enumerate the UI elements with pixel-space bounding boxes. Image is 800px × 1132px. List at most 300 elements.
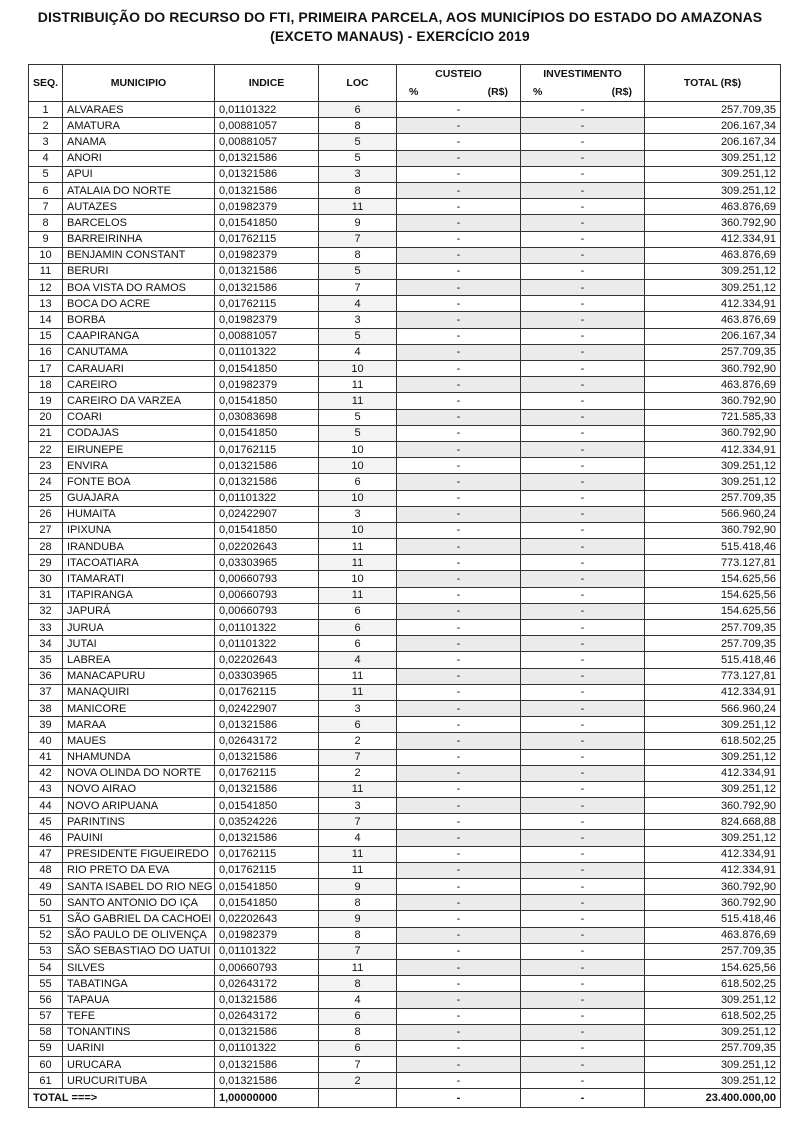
row-investimento: -: [521, 571, 645, 587]
row-loc: 11: [319, 555, 397, 571]
row-loc: 8: [319, 927, 397, 943]
header-custeio: CUSTEIO: [397, 65, 521, 84]
row-investimento: -: [521, 652, 645, 668]
row-seq: 15: [29, 328, 63, 344]
row-investimento: -: [521, 603, 645, 619]
row-investimento: -: [521, 409, 645, 425]
row-investimento: -: [521, 377, 645, 393]
row-seq: 56: [29, 992, 63, 1008]
table-row: [29, 280, 781, 296]
row-seq: 2: [29, 118, 63, 134]
header-investimento: INVESTIMENTO: [521, 65, 645, 84]
row-seq: 17: [29, 361, 63, 377]
row-total: 309.251,12: [645, 749, 781, 765]
row-custeio: -: [397, 781, 521, 797]
row-total: 154.625,56: [645, 571, 781, 587]
row-seq: 22: [29, 441, 63, 457]
row-municipio: BARCELOS: [63, 215, 215, 231]
row-custeio: -: [397, 830, 521, 846]
row-municipio: ITAPIRANGA: [63, 587, 215, 603]
table-row: [29, 943, 781, 959]
row-total: 309.251,12: [645, 1057, 781, 1073]
row-indice: 0,01982379: [215, 199, 319, 215]
row-investimento: -: [521, 587, 645, 603]
table-row: [29, 749, 781, 765]
table-row: [29, 441, 781, 457]
total-label: TOTAL ===>: [29, 1089, 215, 1108]
row-loc: 7: [319, 943, 397, 959]
table-row: [29, 700, 781, 716]
row-loc: 5: [319, 263, 397, 279]
row-municipio: JURUA: [63, 620, 215, 636]
row-seq: 19: [29, 393, 63, 409]
row-custeio: -: [397, 976, 521, 992]
table-row: [29, 458, 781, 474]
row-municipio: ANAMA: [63, 134, 215, 150]
row-custeio: -: [397, 846, 521, 862]
table-row: [29, 102, 781, 118]
header-investimento-pct: %: [533, 86, 543, 98]
row-total: 515.418,46: [645, 911, 781, 927]
table-row: [29, 733, 781, 749]
row-total: 463.876,69: [645, 247, 781, 263]
row-loc: 11: [319, 393, 397, 409]
row-investimento: -: [521, 959, 645, 975]
row-total: 309.251,12: [645, 166, 781, 182]
row-seq: 40: [29, 733, 63, 749]
row-indice: 0,02202643: [215, 652, 319, 668]
row-custeio: -: [397, 911, 521, 927]
row-investimento: -: [521, 668, 645, 684]
row-municipio: PRESIDENTE FIGUEIREDO: [63, 846, 215, 862]
row-total: 412.334,91: [645, 231, 781, 247]
row-custeio: -: [397, 652, 521, 668]
row-indice: 0,01321586: [215, 474, 319, 490]
row-loc: 6: [319, 102, 397, 118]
row-indice: 0,01101322: [215, 490, 319, 506]
table-row: [29, 506, 781, 522]
row-indice: 0,01101322: [215, 620, 319, 636]
row-indice: 0,00660793: [215, 959, 319, 975]
row-loc: 8: [319, 895, 397, 911]
row-municipio: SANTA ISABEL DO RIO NEG: [63, 879, 215, 895]
row-loc: 4: [319, 296, 397, 312]
table-row: [29, 992, 781, 1008]
row-seq: 48: [29, 862, 63, 878]
row-total: 206.167,34: [645, 118, 781, 134]
row-seq: 61: [29, 1073, 63, 1089]
table-row: [29, 118, 781, 134]
row-total: 463.876,69: [645, 312, 781, 328]
row-investimento: -: [521, 976, 645, 992]
row-indice: 0,01762115: [215, 765, 319, 781]
row-indice: 0,01321586: [215, 182, 319, 198]
row-seq: 37: [29, 684, 63, 700]
row-investimento: -: [521, 199, 645, 215]
row-loc: 8: [319, 247, 397, 263]
row-total: 360.792,90: [645, 393, 781, 409]
row-seq: 11: [29, 263, 63, 279]
table-row: [29, 603, 781, 619]
row-loc: 6: [319, 636, 397, 652]
row-seq: 55: [29, 976, 63, 992]
row-seq: 28: [29, 539, 63, 555]
row-custeio: -: [397, 425, 521, 441]
row-municipio: TONANTINS: [63, 1024, 215, 1040]
row-loc: 8: [319, 182, 397, 198]
row-loc: 2: [319, 765, 397, 781]
row-total: 257.709,35: [645, 1040, 781, 1056]
row-custeio: -: [397, 150, 521, 166]
row-investimento: -: [521, 1073, 645, 1089]
table-row: [29, 312, 781, 328]
total-row: [29, 1089, 781, 1108]
row-investimento: -: [521, 781, 645, 797]
row-total: 412.334,91: [645, 765, 781, 781]
row-indice: 0,01321586: [215, 166, 319, 182]
row-custeio: -: [397, 312, 521, 328]
row-investimento: -: [521, 231, 645, 247]
row-loc: 6: [319, 1008, 397, 1024]
table-row: [29, 539, 781, 555]
row-municipio: CANUTAMA: [63, 344, 215, 360]
row-custeio: -: [397, 943, 521, 959]
row-municipio: GUAJARA: [63, 490, 215, 506]
row-indice: 0,00660793: [215, 571, 319, 587]
header-custeio-pct: %: [409, 86, 419, 98]
row-loc: 6: [319, 603, 397, 619]
row-investimento: -: [521, 474, 645, 490]
row-seq: 14: [29, 312, 63, 328]
row-municipio: ITAMARATI: [63, 571, 215, 587]
row-custeio: -: [397, 166, 521, 182]
row-seq: 6: [29, 182, 63, 198]
row-custeio: -: [397, 409, 521, 425]
row-indice: 0,01101322: [215, 344, 319, 360]
row-custeio: -: [397, 765, 521, 781]
row-seq: 26: [29, 506, 63, 522]
row-municipio: ALVARAES: [63, 102, 215, 118]
row-municipio: ENVIRA: [63, 458, 215, 474]
total-indice: 1,00000000: [215, 1089, 319, 1108]
row-loc: 3: [319, 312, 397, 328]
row-total: 773.127,81: [645, 668, 781, 684]
row-custeio: -: [397, 474, 521, 490]
row-seq: 21: [29, 425, 63, 441]
row-total: 360.792,90: [645, 361, 781, 377]
table-row: [29, 879, 781, 895]
row-investimento: -: [521, 1040, 645, 1056]
row-investimento: -: [521, 490, 645, 506]
row-indice: 0,01541850: [215, 879, 319, 895]
row-investimento: -: [521, 765, 645, 781]
distribution-table: [28, 64, 781, 1108]
row-indice: 0,01321586: [215, 781, 319, 797]
row-indice: 0,01321586: [215, 830, 319, 846]
table-row: [29, 717, 781, 733]
row-total: 309.251,12: [645, 781, 781, 797]
total-loc: [319, 1089, 397, 1108]
row-indice: 0,02202643: [215, 539, 319, 555]
row-total: 566.960,24: [645, 506, 781, 522]
row-total: 257.709,35: [645, 344, 781, 360]
table-row: [29, 976, 781, 992]
row-investimento: -: [521, 247, 645, 263]
row-investimento: -: [521, 263, 645, 279]
table-row: [29, 199, 781, 215]
row-custeio: -: [397, 441, 521, 457]
row-seq: 23: [29, 458, 63, 474]
row-total: 309.251,12: [645, 1073, 781, 1089]
row-total: 360.792,90: [645, 879, 781, 895]
row-loc: 9: [319, 879, 397, 895]
table-row: [29, 765, 781, 781]
row-seq: 36: [29, 668, 63, 684]
row-municipio: ATALAIA DO NORTE: [63, 182, 215, 198]
row-custeio: -: [397, 328, 521, 344]
row-municipio: SÃO GABRIEL DA CACHOEI: [63, 911, 215, 927]
row-custeio: -: [397, 862, 521, 878]
row-indice: 0,01321586: [215, 1057, 319, 1073]
row-custeio: -: [397, 992, 521, 1008]
row-indice: 0,02643172: [215, 733, 319, 749]
row-municipio: MANAQUIRI: [63, 684, 215, 700]
row-total: 618.502,25: [645, 733, 781, 749]
row-seq: 7: [29, 199, 63, 215]
row-seq: 1: [29, 102, 63, 118]
row-municipio: IRANDUBA: [63, 539, 215, 555]
row-indice: 0,01321586: [215, 150, 319, 166]
header-custeio-rs: (R$): [487, 86, 508, 98]
row-municipio: BARREIRINHA: [63, 231, 215, 247]
row-seq: 29: [29, 555, 63, 571]
row-indice: 0,01321586: [215, 1024, 319, 1040]
row-investimento: -: [521, 992, 645, 1008]
row-seq: 4: [29, 150, 63, 166]
row-municipio: TAPAUA: [63, 992, 215, 1008]
table-row: [29, 587, 781, 603]
row-loc: 10: [319, 441, 397, 457]
table-row: [29, 215, 781, 231]
row-investimento: -: [521, 344, 645, 360]
row-loc: 10: [319, 361, 397, 377]
row-investimento: -: [521, 102, 645, 118]
row-total: 360.792,90: [645, 215, 781, 231]
table-row: [29, 684, 781, 700]
row-seq: 9: [29, 231, 63, 247]
row-loc: 3: [319, 798, 397, 814]
row-municipio: ANORI: [63, 150, 215, 166]
row-municipio: LABREA: [63, 652, 215, 668]
total-value: 23.400.000,00: [645, 1089, 781, 1108]
row-seq: 50: [29, 895, 63, 911]
row-loc: 10: [319, 522, 397, 538]
row-total: 515.418,46: [645, 539, 781, 555]
row-total: 515.418,46: [645, 652, 781, 668]
table-row: [29, 668, 781, 684]
row-investimento: -: [521, 879, 645, 895]
total-investimento: -: [521, 1089, 645, 1108]
document-title: DISTRIBUIÇÃO DO RECURSO DO FTI, PRIMEIRA PARCELA, AOS MUNICÍPIOS DO ESTADO DO AMAZONAS (EXCETO MANAUS) - EXERCÍCIO 2019: [37, 9, 763, 44]
row-loc: 8: [319, 118, 397, 134]
row-indice: 0,01541850: [215, 522, 319, 538]
row-municipio: NOVA OLINDA DO NORTE: [63, 765, 215, 781]
row-loc: 11: [319, 684, 397, 700]
row-seq: 31: [29, 587, 63, 603]
row-custeio: -: [397, 199, 521, 215]
row-seq: 41: [29, 749, 63, 765]
row-municipio: CARAUARI: [63, 361, 215, 377]
row-indice: 0,02422907: [215, 506, 319, 522]
table-row: [29, 862, 781, 878]
row-indice: 0,01541850: [215, 895, 319, 911]
row-indice: 0,01762115: [215, 296, 319, 312]
row-investimento: -: [521, 830, 645, 846]
row-custeio: -: [397, 393, 521, 409]
row-seq: 3: [29, 134, 63, 150]
header-custeio-sub: [397, 83, 521, 102]
row-indice: 0,01762115: [215, 441, 319, 457]
row-loc: 9: [319, 215, 397, 231]
table-row: [29, 652, 781, 668]
row-custeio: -: [397, 134, 521, 150]
row-municipio: TABATINGA: [63, 976, 215, 992]
row-custeio: -: [397, 102, 521, 118]
row-loc: 11: [319, 862, 397, 878]
row-seq: 38: [29, 700, 63, 716]
row-indice: 0,00881057: [215, 328, 319, 344]
row-investimento: -: [521, 749, 645, 765]
row-custeio: -: [397, 506, 521, 522]
row-custeio: -: [397, 814, 521, 830]
row-custeio: -: [397, 749, 521, 765]
row-seq: 54: [29, 959, 63, 975]
row-municipio: IPIXUNA: [63, 522, 215, 538]
row-custeio: -: [397, 280, 521, 296]
row-loc: 10: [319, 458, 397, 474]
row-indice: 0,01321586: [215, 749, 319, 765]
row-investimento: -: [521, 911, 645, 927]
row-total: 309.251,12: [645, 1024, 781, 1040]
row-investimento: -: [521, 798, 645, 814]
row-indice: 0,01101322: [215, 1040, 319, 1056]
table-row: [29, 636, 781, 652]
row-seq: 59: [29, 1040, 63, 1056]
row-investimento: -: [521, 733, 645, 749]
row-custeio: -: [397, 215, 521, 231]
row-municipio: COARI: [63, 409, 215, 425]
header-indice: INDICE: [215, 65, 319, 102]
row-custeio: -: [397, 458, 521, 474]
row-loc: 7: [319, 814, 397, 830]
row-indice: 0,01541850: [215, 215, 319, 231]
row-custeio: -: [397, 118, 521, 134]
table-row: [29, 1040, 781, 1056]
row-custeio: -: [397, 296, 521, 312]
row-municipio: MARAA: [63, 717, 215, 733]
row-total: 721.585,33: [645, 409, 781, 425]
row-seq: 25: [29, 490, 63, 506]
row-investimento: -: [521, 166, 645, 182]
table-row: [29, 166, 781, 182]
row-loc: 11: [319, 587, 397, 603]
table-row: [29, 247, 781, 263]
row-investimento: -: [521, 895, 645, 911]
row-total: 412.334,91: [645, 846, 781, 862]
row-municipio: BORBA: [63, 312, 215, 328]
table-row: [29, 555, 781, 571]
row-loc: 5: [319, 328, 397, 344]
row-indice: 0,01541850: [215, 425, 319, 441]
row-seq: 45: [29, 814, 63, 830]
table-row: [29, 409, 781, 425]
table-row: [29, 798, 781, 814]
table-row: [29, 1057, 781, 1073]
row-municipio: BENJAMIN CONSTANT: [63, 247, 215, 263]
row-loc: 11: [319, 377, 397, 393]
row-seq: 52: [29, 927, 63, 943]
row-indice: 0,01982379: [215, 927, 319, 943]
row-investimento: -: [521, 425, 645, 441]
row-loc: 4: [319, 652, 397, 668]
row-seq: 27: [29, 522, 63, 538]
row-custeio: -: [397, 571, 521, 587]
row-custeio: -: [397, 879, 521, 895]
row-total: 309.251,12: [645, 992, 781, 1008]
table-row: [29, 474, 781, 490]
row-total: 824.668,88: [645, 814, 781, 830]
row-indice: 0,01321586: [215, 717, 319, 733]
row-total: 257.709,35: [645, 620, 781, 636]
row-custeio: -: [397, 603, 521, 619]
row-total: 257.709,35: [645, 490, 781, 506]
row-loc: 11: [319, 781, 397, 797]
row-total: 257.709,35: [645, 943, 781, 959]
row-municipio: RIO PRETO DA EVA: [63, 862, 215, 878]
row-loc: 5: [319, 150, 397, 166]
row-municipio: CAREIRO: [63, 377, 215, 393]
row-seq: 35: [29, 652, 63, 668]
row-loc: 11: [319, 199, 397, 215]
row-seq: 51: [29, 911, 63, 927]
row-custeio: -: [397, 668, 521, 684]
row-total: 773.127,81: [645, 555, 781, 571]
row-investimento: -: [521, 118, 645, 134]
row-investimento: -: [521, 182, 645, 198]
row-municipio: FONTE BOA: [63, 474, 215, 490]
row-indice: 0,01762115: [215, 846, 319, 862]
row-loc: 10: [319, 571, 397, 587]
row-indice: 0,03303965: [215, 555, 319, 571]
row-indice: 0,01982379: [215, 247, 319, 263]
row-municipio: CAAPIRANGA: [63, 328, 215, 344]
row-loc: 5: [319, 425, 397, 441]
table-row: [29, 846, 781, 862]
row-investimento: -: [521, 555, 645, 571]
row-custeio: -: [397, 344, 521, 360]
row-municipio: TEFE: [63, 1008, 215, 1024]
row-loc: 2: [319, 733, 397, 749]
row-indice: 0,02422907: [215, 700, 319, 716]
row-municipio: BOA VISTA DO RAMOS: [63, 280, 215, 296]
header-total: TOTAL (R$): [645, 65, 781, 102]
table-row: [29, 571, 781, 587]
row-municipio: JUTAI: [63, 636, 215, 652]
row-loc: 3: [319, 166, 397, 182]
row-total: 463.876,69: [645, 377, 781, 393]
table-row: [29, 377, 781, 393]
table-row: [29, 911, 781, 927]
